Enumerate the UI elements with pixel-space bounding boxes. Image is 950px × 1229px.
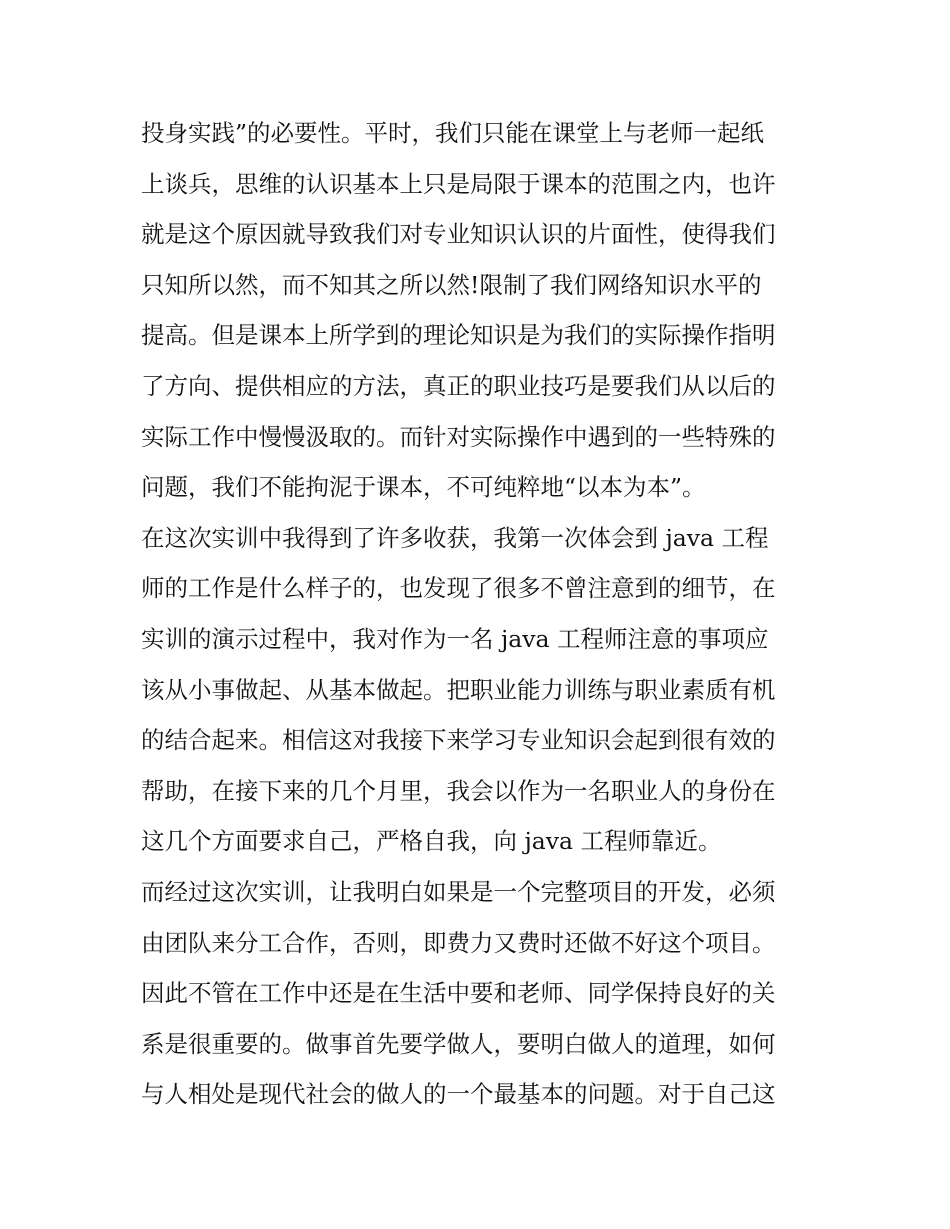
text-line: 这几个方面要求自己，严格自我，向 java 工程师靠近。 <box>141 827 722 856</box>
text-line: 实际工作中慢慢汲取的。而针对实际操作中遇到的一些特殊的 <box>141 422 776 451</box>
text-line: 系是很重要的。做事首先要学做人，要明白做人的道理，如何 <box>141 1029 776 1058</box>
body-text <box>141 108 821 1120</box>
text-line: 提高。但是课本上所学到的理论知识是为我们的实际操作指明 <box>141 321 776 350</box>
text-line: 只知所以然，而不知其之所以然!限制了我们网络知识水平的 <box>141 270 762 299</box>
text-line: 与人相处是现代社会的做人的一个最基本的问题。对于自己这 <box>141 1080 776 1109</box>
text-line: 而经过这次实训，让我明白如果是一个完整项目的开发，必须 <box>141 877 776 906</box>
text-line: 由团队来分工合作，否则，即费力又费时还做不好这个项目。 <box>141 928 776 957</box>
text-line: 师的工作是什么样子的，也发现了很多不曾注意到的细节，在 <box>141 574 776 603</box>
text-line: 帮助，在接下来的几个月里，我会以作为一名职业人的身份在 <box>141 776 776 805</box>
text-line: 了方向、提供相应的方法，真正的职业技巧是要我们从以后的 <box>141 371 776 400</box>
text-line: 问题，我们不能拘泥于课本，不可纯粹地“以本为本”。 <box>141 473 706 502</box>
text-line: 该从小事做起、从基本做起。把职业能力训练与职业素质有机 <box>141 675 776 704</box>
text-line: 上谈兵，思维的认识基本上只是局限于课本的范围之内，也许 <box>141 169 776 198</box>
text-line: 在这次实训中我得到了许多收获，我第一次体会到 java 工程 <box>141 523 769 552</box>
text-line: 实训的演示过程中，我对作为一名 java 工程师注意的事项应 <box>141 624 769 653</box>
text-line: 就是这个原因就导致我们对专业知识认识的片面性，使得我们 <box>141 220 776 249</box>
text-line: 投身实践”的必要性。平时，我们只能在课堂上与老师一起纸 <box>141 119 765 147</box>
text-line: 的结合起来。相信这对我接下来学习专业知识会起到很有效的 <box>141 726 776 755</box>
text-line: 因此不管在工作中还是在生活中要和老师、同学保持良好的关 <box>141 979 776 1008</box>
